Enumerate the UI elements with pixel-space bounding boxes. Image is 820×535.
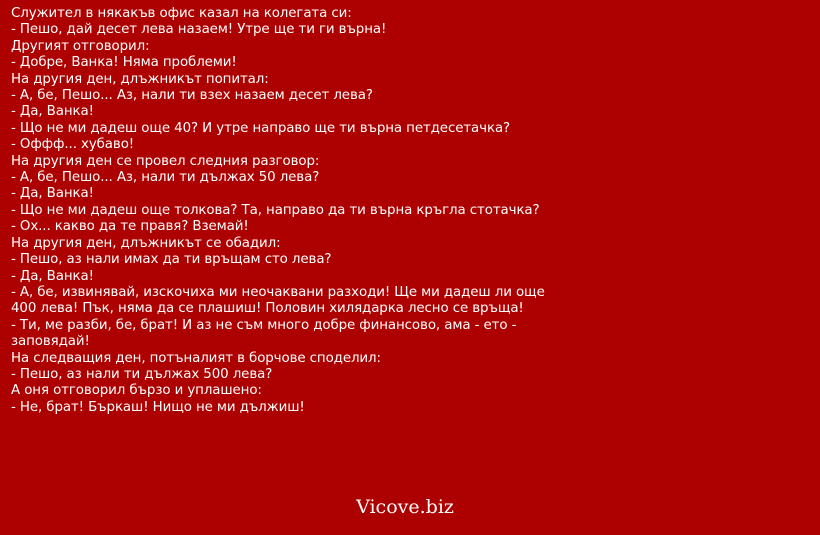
site-footer bbox=[0, 495, 820, 519]
joke-line: А оня отговорил бързо и уплашено: bbox=[11, 383, 262, 399]
joke-line: - Добре, Ванка! Няма проблеми! bbox=[11, 55, 237, 71]
site-name: Vicove.biz bbox=[356, 496, 454, 518]
joke-line: На следващия ден, потъналият в борчове споделил: bbox=[11, 350, 381, 366]
joke-line: - А, бе, Пешо... Аз, нали ти взех назаем десет лева? bbox=[11, 88, 373, 104]
joke-text bbox=[11, 6, 551, 416]
joke-line: - А, бе, извинявай, изскочиха ми неочаквани разходи! Ще ми дадеш ли още 400 лева! Пък, няма да се плашиш! Половин хилядарка лесно се връща! bbox=[11, 284, 545, 317]
joke-line: - Да, Ванка! bbox=[11, 186, 94, 202]
joke-line: - Ти, ме разби, бе, брат! И аз не съм много добре финансово, ама - ето - заповядай! bbox=[11, 317, 517, 350]
joke-line: - Пешо, аз нали имах да ти връщам сто лева? bbox=[11, 252, 332, 268]
joke-line: На другия ден, длъжникът се обадил: bbox=[11, 235, 281, 251]
joke-line: - Да, Ванка! bbox=[11, 268, 94, 284]
joke-line: - Не, брат! Бъркаш! Нищо не ми дължиш! bbox=[11, 399, 305, 415]
joke-line: - А, бе, Пешо... Аз, нали ти дължах 50 лева? bbox=[11, 170, 320, 186]
joke-line: - Да, Ванка! bbox=[11, 104, 94, 120]
joke-line: - Що не ми дадеш още 40? И утре направо ще ти върна петдесетачка? bbox=[11, 120, 511, 136]
joke-line: - Оффф... хубаво! bbox=[11, 137, 135, 153]
joke-line: Другият отговорил: bbox=[11, 38, 150, 54]
joke-line: Служител в някакъв офис казал на колегата си: bbox=[11, 6, 352, 21]
joke-line: - Ох... какво да те правя? Вземай! bbox=[11, 219, 249, 235]
joke-line: - Пешо, аз нали ти дължах 500 лева? bbox=[11, 366, 273, 382]
joke-line: На другия ден се провел следния разговор: bbox=[11, 153, 320, 169]
joke-line: - Що не ми дадеш още толкова? Та, направо да ти върна кръгла стотачка? bbox=[11, 202, 540, 218]
joke-line: - Пешо, дай десет лева назаем! Утре ще ти ги върна! bbox=[11, 22, 387, 38]
joke-line: На другия ден, длъжникът попитал: bbox=[11, 71, 269, 87]
